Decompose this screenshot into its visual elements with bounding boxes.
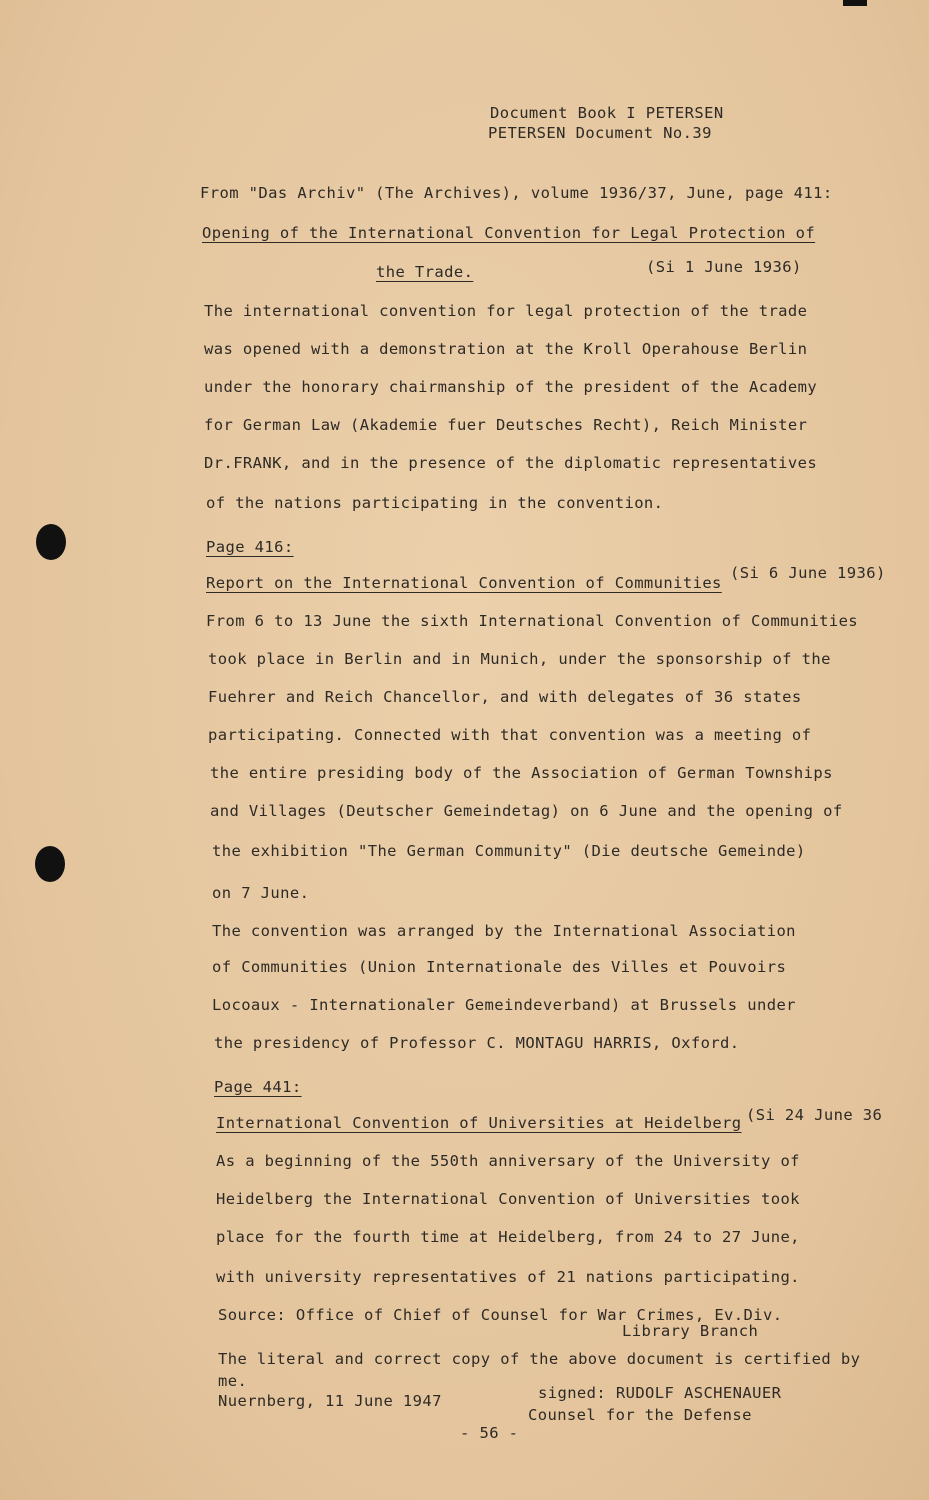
source-line-1: Source: Office of Chief of Counsel for War Crimes, Ev.Div.	[218, 1306, 783, 1324]
section1-body-line: for German Law (Akademie fuer Deutsches Recht), Reich Minister	[204, 416, 808, 434]
section1-body-line: of the nations participating in the convention.	[206, 494, 664, 512]
signature-role: Counsel for the Defense	[528, 1406, 752, 1424]
header-line-1: Document Book I PETERSEN	[490, 104, 724, 122]
punch-hole-top	[36, 524, 66, 560]
section2-body-line: and Villages (Deutscher Gemeindetag) on 6 June and the opening of	[210, 802, 843, 820]
section3-source-ref: (Si 24 June 36	[746, 1106, 883, 1124]
header-line-2: PETERSEN Document No.39	[488, 124, 712, 142]
section1-body-line: under the honorary chairmanship of the president of the Academy	[204, 378, 818, 396]
section3-body-line: with university representatives of 21 nations participating.	[216, 1268, 800, 1286]
section1-body-line: The international convention for legal protection of the trade	[204, 302, 808, 320]
page-number: - 56 -	[460, 1424, 519, 1442]
section2-body2-line: The convention was arranged by the International Association	[212, 922, 796, 940]
section2-source-ref: (Si 6 June 1936)	[730, 564, 886, 582]
section2-body-line: took place in Berlin and in Munich, under the sponsorship of the	[208, 650, 831, 668]
section2-body-line: the exhibition "The German Community" (Die deutsche Gemeinde)	[212, 842, 806, 860]
section2-body-line: the entire presiding body of the Association of German Townships	[210, 764, 833, 782]
section3-title: International Convention of Universities at Heidelberg	[216, 1114, 742, 1132]
section2-body2-line: Locoaux - Internationaler Gemeindeverband) at Brussels under	[212, 996, 796, 1014]
certification-line-2: me.	[218, 1372, 248, 1390]
section2-body-line: Fuehrer and Reich Chancellor, and with delegates of 36 states	[208, 688, 802, 706]
section2-page-ref: Page 416:	[206, 538, 294, 556]
certification-line-1: The literal and correct copy of the above document is certified by	[218, 1350, 861, 1368]
section3-body-line: Heidelberg the International Convention of Universities took	[216, 1190, 800, 1208]
section2-body2-line: the presidency of Professor C. MONTAGU HARRIS, Oxford.	[214, 1034, 740, 1052]
section3-body-line: place for the fourth time at Heidelberg, from 24 to 27 June,	[216, 1228, 800, 1246]
section1-title-line1: Opening of the International Convention for Legal Protection of	[202, 224, 816, 242]
signature-line: signed: RUDOLF ASCHENAUER	[538, 1384, 782, 1402]
punch-hole-bottom	[35, 846, 65, 882]
section2-body-line: on 7 June.	[212, 884, 310, 902]
corner-mark	[843, 0, 867, 6]
section1-body-line: Dr.FRANK, and in the presence of the diplomatic representatives	[204, 454, 818, 472]
section2-body2-line: of Communities (Union Internationale des Villes et Pouvoirs	[212, 958, 787, 976]
source-line-2: Library Branch	[622, 1322, 759, 1340]
section3-body-line: As a beginning of the 550th anniversary of the University of	[216, 1152, 800, 1170]
place-date: Nuernberg, 11 June 1947	[218, 1392, 442, 1410]
section2-body-line: From 6 to 13 June the sixth International Convention of Communities	[206, 612, 859, 630]
section2-body-line: participating. Connected with that convention was a meeting of	[208, 726, 812, 744]
intro-line: From "Das Archiv" (The Archives), volume 1936/37, June, page 411:	[200, 184, 833, 202]
section2-title: Report on the International Convention of Communities	[206, 574, 722, 592]
section3-page-ref: Page 441:	[214, 1078, 302, 1096]
section1-body-line: was opened with a demonstration at the Kroll Operahouse Berlin	[204, 340, 808, 358]
section1-source-ref: (Si 1 June 1936)	[646, 258, 802, 276]
section1-title-line2: the Trade.	[376, 263, 474, 281]
